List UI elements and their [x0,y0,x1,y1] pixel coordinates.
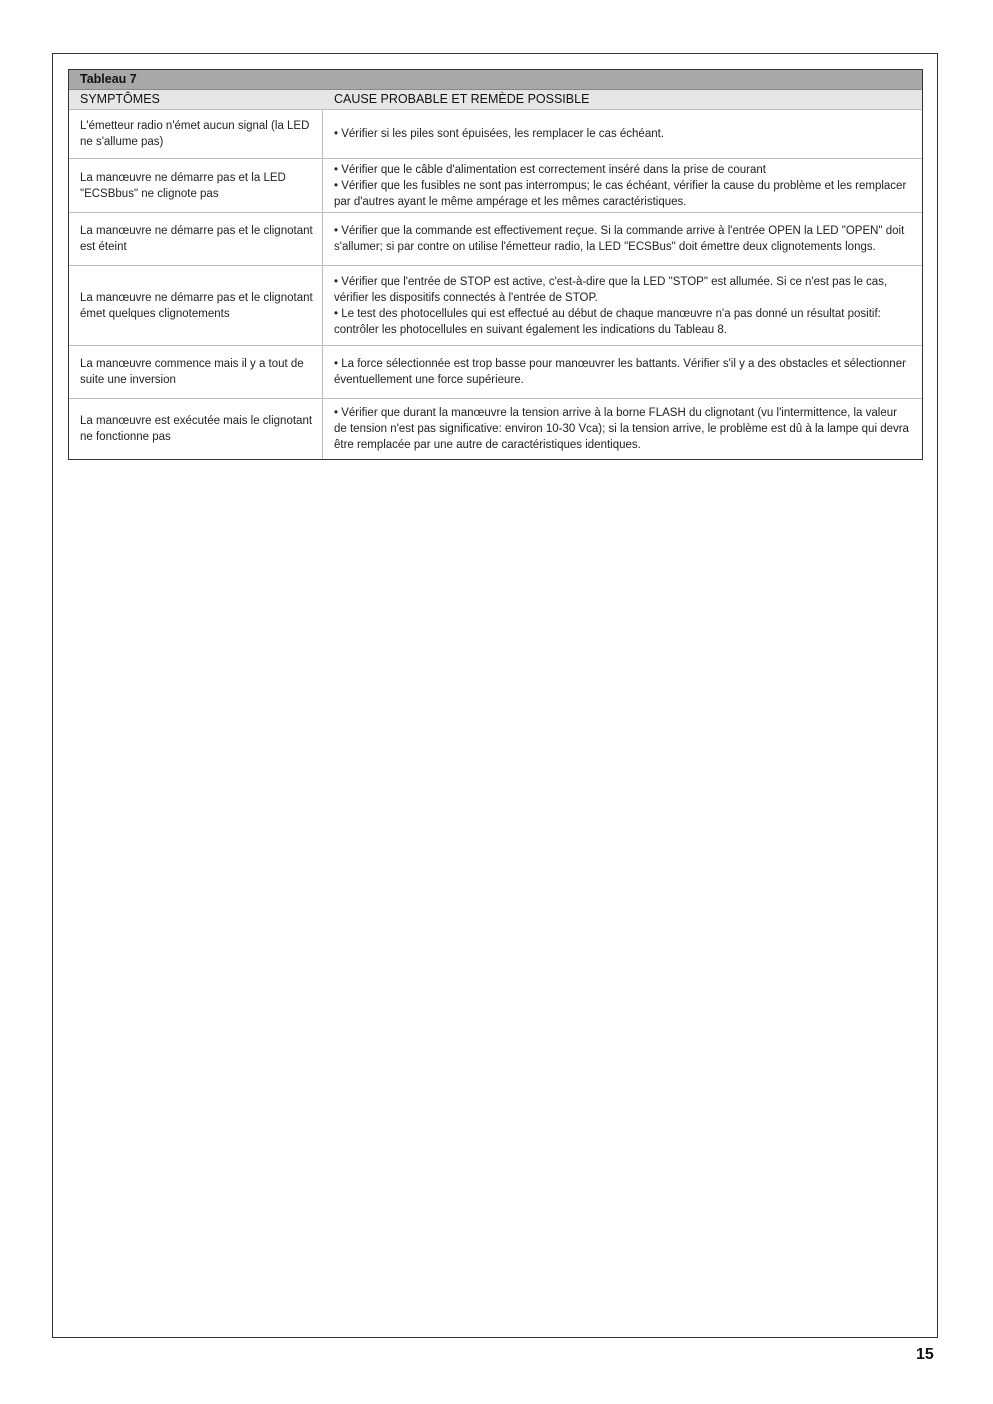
page-number: 15 [916,1346,934,1363]
remedy-cell [323,346,922,398]
symptom-cell: L'émetteur radio n'émet aucun signal (la LED ne s'allume pas) [69,110,323,158]
table-row [69,213,922,266]
symptom-cell: La manœuvre commence mais il y a tout de suite une inversion [69,346,323,398]
remedy-item: • Le test des photocellules qui est effectué au début de chaque manœuvre n'a pas donné un résultat positif: contrôler les photocellules en suivant également les indications du Tableau 8. [334,307,881,336]
troubleshooting-table [68,69,923,460]
table-header-row [69,90,922,110]
symptom-cell: La manœuvre ne démarre pas et la LED "ECSBbus" ne clignote pas [69,159,323,212]
remedy-cell [323,110,922,158]
table-row [69,346,922,399]
table-row [69,110,922,159]
table-row [69,266,922,346]
remedy-item: • Vérifier que les fusibles ne sont pas interrompus; le cas échéant, vérifier la cause du problème et les remplacer par d'autres ayant le même ampérage et les mêmes caractéristiques. [334,179,907,208]
remedy-cell [323,399,922,459]
remedy-item: • La force sélectionnée est trop basse pour manœuvrer les battants. Vérifier s'il y a des obstacles et sélectionner éventuellement une force supérieure. [334,358,906,386]
header-symptoms: SYMPTÔMES [80,92,160,106]
symptom-cell: La manœuvre ne démarre pas et le clignotant est éteint [69,213,323,265]
symptom-cell: La manœuvre est exécutée mais le clignotant ne fonctionne pas [69,399,323,459]
table-row [69,159,922,213]
remedy-item: • Vérifier si les piles sont épuisées, les remplacer le cas échéant. [334,128,665,140]
header-cause: CAUSE PROBABLE ET REMÈDE POSSIBLE [334,92,590,106]
remedy-item: • Vérifier que le câble d'alimentation est correctement inséré dans la prise de courant [334,163,766,176]
remedy-cell [323,213,922,265]
remedy-item: • Vérifier que l'entrée de STOP est active, c'est-à-dire que la LED "STOP" est allumée. Si ce n'est pas le cas, vérifier les dispositifs connectés à l'entrée de STOP. [334,275,888,304]
symptom-cell: La manœuvre ne démarre pas et le clignotant émet quelques clignotements [69,266,323,345]
table-title: Tableau 7 [69,70,922,90]
remedy-cell [323,159,922,212]
remedy-item: • Vérifier que durant la manœuvre la tension arrive à la borne FLASH du clignotant (vu l'intermittence, la valeur de tension n'est pas significative: environ 10-30 Vca); si la tension arrive, le problème est dû à la lampe qui devra être remplacée par une autre de caractéristiques identiques. [334,407,909,451]
remedy-item: • Vérifier que la commande est effectivement reçue. Si la commande arrive à l'entrée OPEN la LED "OPEN" doit s'allumer; si par contre on utilise l'émetteur radio, la LED "ECSBus" doit émettre deux clignotements longs. [334,225,905,253]
remedy-cell [323,266,922,345]
table-row [69,399,922,459]
